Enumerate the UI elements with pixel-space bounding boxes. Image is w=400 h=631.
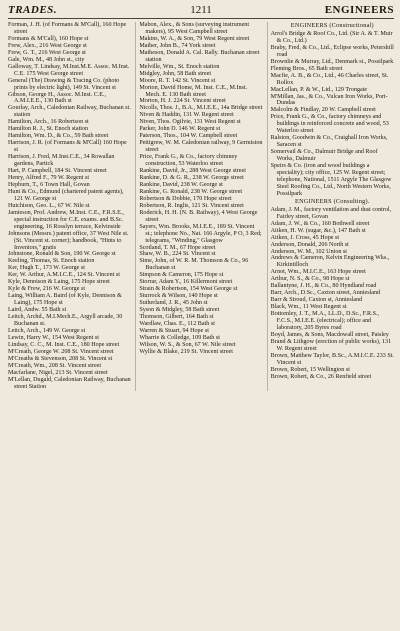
- directory-entry: Gibson, George H., Assoc. M.Inst. C.E., A.M.I.E.E., 130 Bath st: [8, 91, 107, 105]
- directory-entry: Forman, J. H. (of Formans & M'Call), 160 Hope street: [8, 22, 127, 35]
- directory-entry: Harrison, J. R. (of Formans & M'Call) 160 Hope st: [8, 140, 127, 154]
- directory-entry: Braby, Fred, & Co., Ltd., Eclipse works, Petershill road: [270, 44, 394, 58]
- directory-entry: Adam, J. W., & Co., 160 Bothwell street: [270, 220, 370, 227]
- directory-entry: Galloway, T. Lindsay, M.Inst.M.E. Assoc. M.Inst. C.E. 175 West George street: [8, 63, 130, 77]
- directory-entry: Rankine, D. & G. R., 238 W. George street: [139, 174, 244, 181]
- directory-entry: Matheson, Donald A. Cal. Rally. Buchanan street station: [139, 49, 260, 63]
- directory-entry: Rankine, David, 238 W. George st: [139, 181, 223, 188]
- directory-entry: General (The) Drawing & Tracing Co. (photo prints by electric light), 149 St. Vincent st: [8, 77, 120, 91]
- directory-entry: Kyle & Frew, 216 W. George st: [8, 286, 86, 293]
- directory-entry: Simpson & Cameron, 175 Hope st: [139, 272, 224, 279]
- directory-entry: Laing, William A. Baird (of Kyle, Dennison & Laing), 175 Hope st: [8, 293, 122, 307]
- directory-entry: Brown, Robert, 15 Wellington st: [270, 366, 350, 373]
- directory-entry: Macfie, A. B., & Co., Ltd., 46 Charles street, St. Rollox: [270, 72, 389, 86]
- directory-entry: Robertson, R. Inglis, 121 St. Vincent street: [139, 202, 244, 209]
- directory-entry: Ralston, Goodwin & Co., Craighall Iron Works, Saracen st: [270, 135, 388, 149]
- directory-entry: Leitch, Archd., M.I.Mech.E., Argyll arcade, 30 Buchanan st.: [8, 314, 123, 327]
- directory-entry: MacLellan, P. & W., Ltd., 129 Trongate: [270, 86, 368, 93]
- directory-entry: Frew, G. T., 216 West George st: [8, 49, 86, 56]
- directory-entry: Speirs & Co. (iron and wood buildings a speciality); city office, 125 W. Regent street; telephone, National, 1511 Argyle The Glasgow Steel Roofing Co., Ltd., North Western Works, Possilpark: [270, 163, 392, 197]
- directory-entry: Strain & Robertson, 154 West George st: [139, 286, 238, 293]
- directory-entry: Ker, W. Arthur, A.M.I.C.E., 124 St. Vincent st: [8, 272, 120, 279]
- directory-entry: Scotland, T. M., 67 Hope street: [139, 244, 216, 251]
- directory-entry: M'Creaths & Stevenson, 208 St. Vincent st: [8, 355, 113, 362]
- directory-entry: Midgley, John, 58 Bath street: [139, 70, 212, 77]
- directory-entry: Sime, John, of W. R. M. Thomson & Co., 96 Buchanan st: [139, 258, 249, 272]
- directory-entry: Brand & Lithgow (erection of public works), 131 W. Regent street: [270, 338, 392, 352]
- section-heading-constructional: ENGINEERS (Constructional): [290, 22, 374, 29]
- directory-entry: Gale, Wm. M., 48 John st., city: [8, 56, 85, 63]
- directory-entry: Fleming Bros., 65 Bath street: [270, 65, 343, 72]
- directory-entry: Lindsay, C. C., M. Inst. C.E., 180 Hope street: [8, 341, 120, 348]
- directory-entry: Henry, Alfred F., 79 W. Regent st: [8, 174, 90, 181]
- directory-entry: M'Millan, Jas., & Co., Vulcan Iron Works, Port-Dundas: [270, 93, 388, 107]
- directory-entry: Mather, John B., 74 York street: [139, 42, 216, 49]
- column-3: [267, 22, 394, 391]
- directory-entry: Anderson, W. M., 102 Union st: [270, 248, 348, 255]
- directory-entry: Mabon, Alex., & Sons (surveying instrument makers), 95 West Campbell street: [139, 22, 250, 35]
- directory-entry: Price, Frank G., & Co., factory chimney construction, 53 Waterloo street: [139, 154, 238, 168]
- directory-entry: Moore, R. T. 142 St. Vincent st: [139, 77, 216, 84]
- directory-entry: Boyd, James, & Sons, Macdowall street, Paisley: [270, 331, 389, 338]
- directory-entry: Barr & Stroud, Caxton st, Anniesland: [270, 297, 363, 304]
- consulting-list: [271, 207, 394, 381]
- directory-entry: Robertson & Dobbie, 170 Hope street: [139, 195, 232, 202]
- directory-entry: Hepburn, T., 6 Town Hall, Govan: [8, 181, 90, 188]
- directory-entry: Hamilton R. J., St. Enoch station: [8, 126, 89, 133]
- directory-entry: Parker, John D. 146 W. Regent st: [139, 126, 221, 133]
- directory-entry: Price, Frank G., & Co., factory chimneys and buildings in reinforced concrete and wood, 53 Waterloo street: [270, 114, 389, 135]
- directory-entry: Andrews & Cameron, Kelvin Engineering Wks., Kirkintilloch: [270, 255, 390, 269]
- constructional-list: [271, 31, 394, 198]
- directory-entry: Nicolls, Thos. J., B.A., M.I.E.E., 14a Bridge street: [139, 105, 263, 112]
- directory-entry: M'Creath, Wm., 208 St. Vincent street: [8, 362, 102, 369]
- directory-entry: Hutchison, Geo. L., 67 W. Nile st: [8, 202, 90, 209]
- directory-entry: Leitch, Arch., 149 W. George st: [8, 327, 86, 334]
- directory-entry: Formans & M'Call), 160 Hope st: [8, 35, 89, 42]
- running-head-trades: TRADES.: [8, 4, 58, 16]
- directory-entry: Harrison, J. Fred, M.Inst.C.E., 34 Rowallan gardens, Partick: [8, 154, 115, 168]
- directory-entry: Wardlaw, Chas. E., 112 Bath st: [139, 320, 215, 327]
- directory-entry: Barr, Arch., D.Sc., Caxton street, Anniesland: [270, 290, 381, 297]
- directory-entry: Aitken, J. Cross, 45 Hope st: [270, 234, 340, 241]
- directory-entry: Lewin, Harry W., 154 West Regent st: [8, 334, 99, 341]
- directory-entry: Frew, Alex., 216 West George st: [8, 42, 87, 49]
- directory-entry: Sturrock & Wilson, 140 Hope st: [139, 293, 218, 300]
- directory-entry: Storrar, Adam Y., 16 Killermont street: [139, 279, 233, 286]
- running-head-engineers: ENGINEERS: [324, 4, 394, 16]
- directory-entry: Rankine, David, Jr., 288 West George street: [139, 168, 246, 175]
- directory-entry: Laird, Andw. 55 Bath st: [8, 307, 67, 314]
- directory-entry: Melville, Wm., St. Enoch station: [139, 63, 220, 70]
- directory-entry: Brown, Matthew Taylor, B.Sc., A.M.I.C.E. 233 St. Vincent st: [270, 352, 394, 366]
- directory-entry: Warren & Stuart, 94 Hope st: [139, 327, 209, 334]
- directory-entry: Morton, H. J. 224 St. Vincent street: [139, 98, 226, 105]
- directory-entry: Arthur, N. S., & Co., 98 Hope st: [270, 276, 350, 283]
- page-number: 1211: [190, 4, 212, 16]
- directory-entry: Brown, Robert, & Co., 26 Renfield street: [270, 373, 372, 380]
- directory-entry: Syson & Midgley, 58 Bath street: [139, 307, 220, 314]
- directory-entry: Sayers, Wm. Brooks, M.I.E.E., 189 St. Vincent st.; telephone No., Nat. 166 Argyle, P O, 3 Red; telegrams, "Winding," Glasgow: [139, 223, 262, 244]
- directory-entry: Johnsons (Messrs.) patent office, 37 West Nile st. (St. Vincent st. corner); handbook, "Hints to Inventors," gratis: [8, 230, 129, 251]
- column-2: [135, 22, 262, 391]
- directory-entry: Makins, W. A., & Son, 79 West Regent street: [139, 35, 250, 42]
- directory-entry: Hamilton, Wm. D., & Co., 59 Bath street: [8, 133, 109, 140]
- directory-entry: Somervail & Co., Dalmuir Bridge and Roof Works, Dalmuir: [270, 149, 378, 163]
- directory-entry: Arrol's Bridge & Roof Co., Ltd. (Sir A. & T. Muir & Co., Ltd.): [270, 30, 393, 44]
- page-header: [8, 4, 394, 19]
- directory-entry: Malcolm & Findlay, 20 W. Campbell street: [270, 107, 376, 114]
- directory-entry: Bottomley, J. T., M.A., LL.D., D.Sc., F.R.S., F.C.S., M.I.E.E. (electrical); office and laboratory, 205 Byres road: [270, 311, 380, 331]
- directory-entry: Shaw, W. B., 224 St. Vincent st: [139, 251, 216, 258]
- directory-entry: Pettigrew, W. M. Caledonian railway, 9 Germiston street: [139, 140, 263, 154]
- directory-entry: Thomson, Gilbert, 164 Bath st: [139, 314, 214, 321]
- directory-entry: Roderick, H. H. (N. B. Railway), 4 West George street: [139, 209, 258, 223]
- directory-entry: Johnstone, Ronald & Son, 190 W. George st: [8, 251, 116, 258]
- directory-entry: Macfarlane, Nigel, 213 St. Vincent street: [8, 369, 108, 376]
- column-1: [8, 22, 131, 391]
- directory-entry: Brownlie & Murray, Ltd., Denmark st., Possilpark: [270, 58, 394, 65]
- directory-entry: Black, Wm., 11 West Regent st: [270, 304, 347, 311]
- directory-entry: Anderson, Donald, 206 North st: [270, 241, 349, 248]
- directory-entry: Wyllie & Blake, 219 St. Vincent street: [139, 348, 233, 355]
- directory-entry: Adam, J. M., factory ventilation and dust control, Fairley street, Govan: [270, 206, 392, 220]
- directory-entry: Keeling, Thomas, St. Enoch station: [8, 258, 95, 265]
- directory-entry: Sutherland, J. R., 45 John st: [139, 300, 208, 307]
- directory-entry: Jamieson, Prof. Andrew, M.Inst. C.E., F.R.S.E., special instruction for C.E. exams. and B.Sc. engineering, 16 Rosslyn terrace, Kelvinside: [8, 209, 124, 230]
- directory-entry: Hunt & Co., Edmund (chartered patent agents), 121 W. George st: [8, 188, 124, 202]
- directory-entry: Niven, Thos. Ogilvie, 131 West Regent st: [139, 119, 241, 126]
- directory-entry: Niven & Haddin, 131 W. Regent street: [139, 112, 234, 119]
- directory-entry: Morton, David Home, M. Inst. C.E., M.Inst. Mech. E. 130 Bath street: [139, 84, 248, 98]
- directory-entry: Gourlay, Arch., Caledonian Railway, Buchanan st. station: [8, 105, 131, 119]
- directory-entry: Hamilton, Arch., 16 Robertson st: [8, 119, 89, 126]
- directory-entry: Paterson, Thos., 104 W. Campbell street: [139, 133, 238, 140]
- directory-entry: Arnot, Wm., M.I.C.E., 163 Hope street: [270, 269, 366, 276]
- section-heading-consulting: ENGINEERS (Consulting).: [295, 197, 370, 205]
- directory-entry: Aitken, H. W. (sugar, &c.), 147 Bath st: [270, 227, 366, 234]
- directory-entry: Kyle, Dennison & Laing, 175 Hope street: [8, 279, 110, 286]
- directory-entry: Ballantyne, J. H., & Co., 80 Hyndland road: [270, 283, 377, 290]
- directory-entry: M'Lellan, Dugald, Caledonian Railway, Buchanan street Station: [8, 376, 131, 390]
- directory-entry: Rankine, G. Ronald, 238 W. George street: [139, 188, 243, 195]
- directory-entry: M'Creath, George W. 208 St. Vincent street: [8, 348, 114, 355]
- directory-entry: Ker, Hugh T., 173 W. George st: [8, 265, 85, 272]
- directory-entry: Wilson, W. S., & Son, 67 W. Nile street: [139, 341, 236, 348]
- directory-entry: Wharrie & Colledge, 109 Bath st: [139, 334, 220, 341]
- directory-entry: Hart, P. Campbell, 184 St. Vincent street: [8, 168, 107, 175]
- directory-columns: [8, 22, 394, 391]
